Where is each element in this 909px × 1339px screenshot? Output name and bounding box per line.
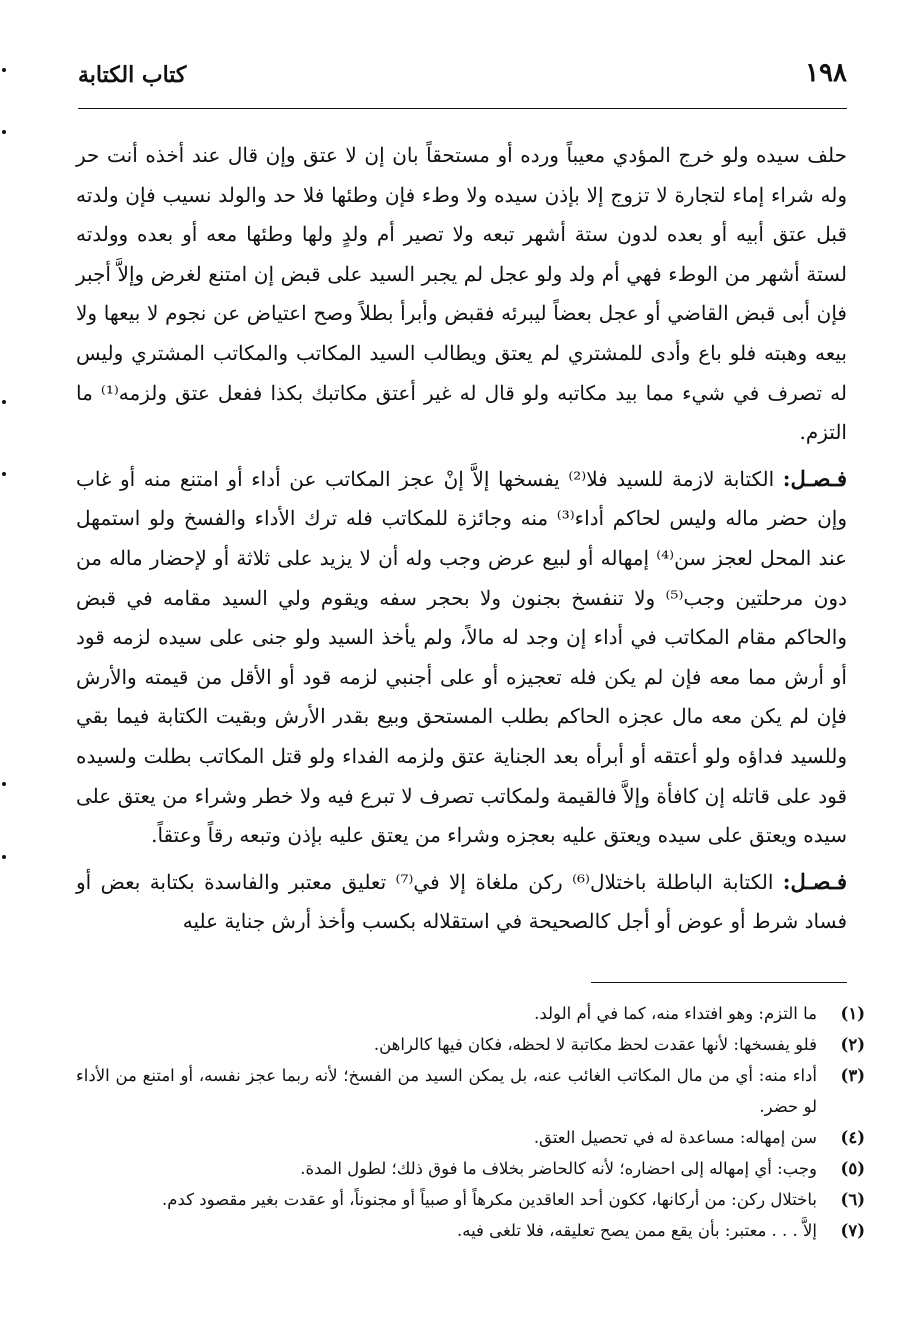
- footnote-text: إلاَّ . . . معتبر: بأن يقع ممن يصح تعليقه، فلا تلغى فيه.: [456, 1221, 817, 1240]
- footnote-item: [76, 1184, 865, 1215]
- scan-dot: [2, 130, 6, 134]
- paragraph-2-text: الكتابة لازمة للسيد فلا⁽²⁾ يفسخها إلاَّ إنْ عجز المكاتب عن أداء أو امتنع منه أو غاب وإن حضر ماله وليس لحاكم أداء⁽³⁾ منه وجائزة للمكاتب فله ترك الأداء والفسخ ولو استمهل عند المحل لعجز سن⁽⁴⁾ إمهاله أو لبيع عرض وجب وله أن لا يزيد على ثلاثة أو لإحضار ماله من دون مرحلتين وجب⁽⁵⁾ ولا تنفسخ بجنون ولا بحجر سفه ويقوم ولي السيد مقامه في قبض والحاكم مقام المكاتب في أداء إن وجد له مالاً، ولم يأخذ السيد ولو جنى على سيده لزمه قود أو أرش مما معه فإن لم يكن فله تعجيزه أو على أجنبي لزمه قود أو الأقل من قيمته والأرش فإن لم يكن معه مال عجزه الحاكم بطلب المستحق وبيع بقدر الأرش وبقيت الكتابة فيما بقي وللسيد فداؤه ولو أعتقه أو أبرأه بعد الجناية عتق ولزمه الفداء ولو قتل المكاتب بطلت ولسيده قود على قاتله إن كافأة وإلاَّ فالقيمة ولمكاتب تصرف لا تبرع فيه ولا خطر وشراء من يعتق على سيده ويعتق على سيده ويعتق عليه بعجزه وشراء من يعتق عليه بإذن وتبعه رقاً وعتقاً.: [76, 466, 847, 848]
- footnote-number: (٢): [840, 1035, 865, 1054]
- scan-dot: [2, 782, 6, 786]
- footnote-text: باختلال ركن: من أركانها، ككون أحد العاقدين مكرهاً أو صبياً أو مجنوناً، أو عقدت بغير مقصود كدم.: [162, 1190, 817, 1209]
- footnote-text: وجب: أي إمهاله إلى احضاره؛ لأنه كالحاضر بخلاف ما فوق ذلك؛ لطول المدة.: [300, 1159, 817, 1178]
- fasl-heading: فـصـل:: [782, 465, 847, 491]
- paragraph-fasl-2: [76, 862, 847, 942]
- header-rule: [78, 108, 847, 109]
- footnote-item: [76, 1215, 865, 1246]
- running-title: كتاب الكتابة: [78, 62, 187, 88]
- footnote-number: (٤): [840, 1128, 865, 1147]
- footnotes-list: [76, 998, 865, 1246]
- paragraph-1: حلف سيده ولو خرج المؤدي معيباً ورده أو مستحقاً بان إن لا عتق وإن قال عند أخذه أنت حر وله شراء إماء لتجارة لا تزوج إلا بإذن سيده ولا وطء فإن وطئها فلا حد والولد نسيب فإن ولدته قبل عتق أبيه أو بعده لدون ستة أشهر تبعه ولا تصير أم ولدٍ ولها وطئها معه أو بعده وولدته لستة أشهر من الوطء فهي أم ولد ولو عجل لم يجبر السيد على قبض إن امتنع لغرض وإلاَّ أجبر فإن أبى قبض القاضي أو عجل بعضاً ليبرئه فقبض وأبرأ بطلاً وصح اعتياض عن نجوم لا بيعها ولا بيعه وهبته فلو باع وأدى للمشتري لم يعتق ويطالب السيد المكاتب والمكاتب المشتري وليس له تصرف في شيء مما بيد مكاتبه ولو قال له غير أعتق مكاتبك بكذا ففعل عتق ولزمه⁽¹⁾ ما التزم.: [76, 143, 848, 445]
- page-number: ١٩٨: [805, 58, 847, 88]
- footnote-number: (٥): [840, 1159, 865, 1178]
- footnote-item: [76, 1060, 865, 1122]
- footnote-item: [76, 998, 865, 1029]
- scan-dot: [2, 855, 6, 859]
- fasl-heading: فـصـل:: [782, 868, 847, 894]
- paragraph-fasl-1: [76, 459, 847, 856]
- footnote-item: [76, 1153, 865, 1184]
- scan-dot: [2, 472, 6, 476]
- footnote-item: [76, 1122, 865, 1153]
- page-header: [78, 58, 847, 104]
- footnote-item: [76, 1029, 865, 1060]
- main-text: [76, 136, 847, 942]
- footnote-text: ما التزم: وهو افتداء منه، كما في أم الولد.: [534, 1004, 817, 1023]
- footnote-number: (٣): [840, 1066, 865, 1085]
- footnote-text: سن إمهاله: مساعدة له في تحصيل العتق.: [533, 1128, 817, 1147]
- footnote-separator: [591, 982, 847, 983]
- paragraph-3-text: الكتابة الباطلة باختلال⁽⁶⁾ ركن ملغاة إلا في⁽⁷⁾ تعليق معتبر والفاسدة بكتابة بعض أو فساد شرط أو عوض أو أجل كالصحيحة في استقلاله بكسب وأخذ أرش جناية عليه: [76, 869, 847, 934]
- footnote-number: (٧): [840, 1221, 865, 1240]
- scan-dot: [2, 400, 6, 404]
- scan-dot: [2, 68, 6, 72]
- footnote-number: (١): [840, 1004, 865, 1023]
- footnote-text: فلو يفسخها: لأنها عقدت لحظ مكاتبة لا لحظه، فكان فيها كالراهن.: [373, 1035, 817, 1054]
- footnote-text: أداء منه: أي من مال المكاتب الغائب عنه، بل يمكن السيد من الفسخ؛ لأنه ربما عجز نفسه، أو امتنع من الأداء لو حضر.: [76, 1066, 817, 1116]
- footnote-number: (٦): [840, 1190, 865, 1209]
